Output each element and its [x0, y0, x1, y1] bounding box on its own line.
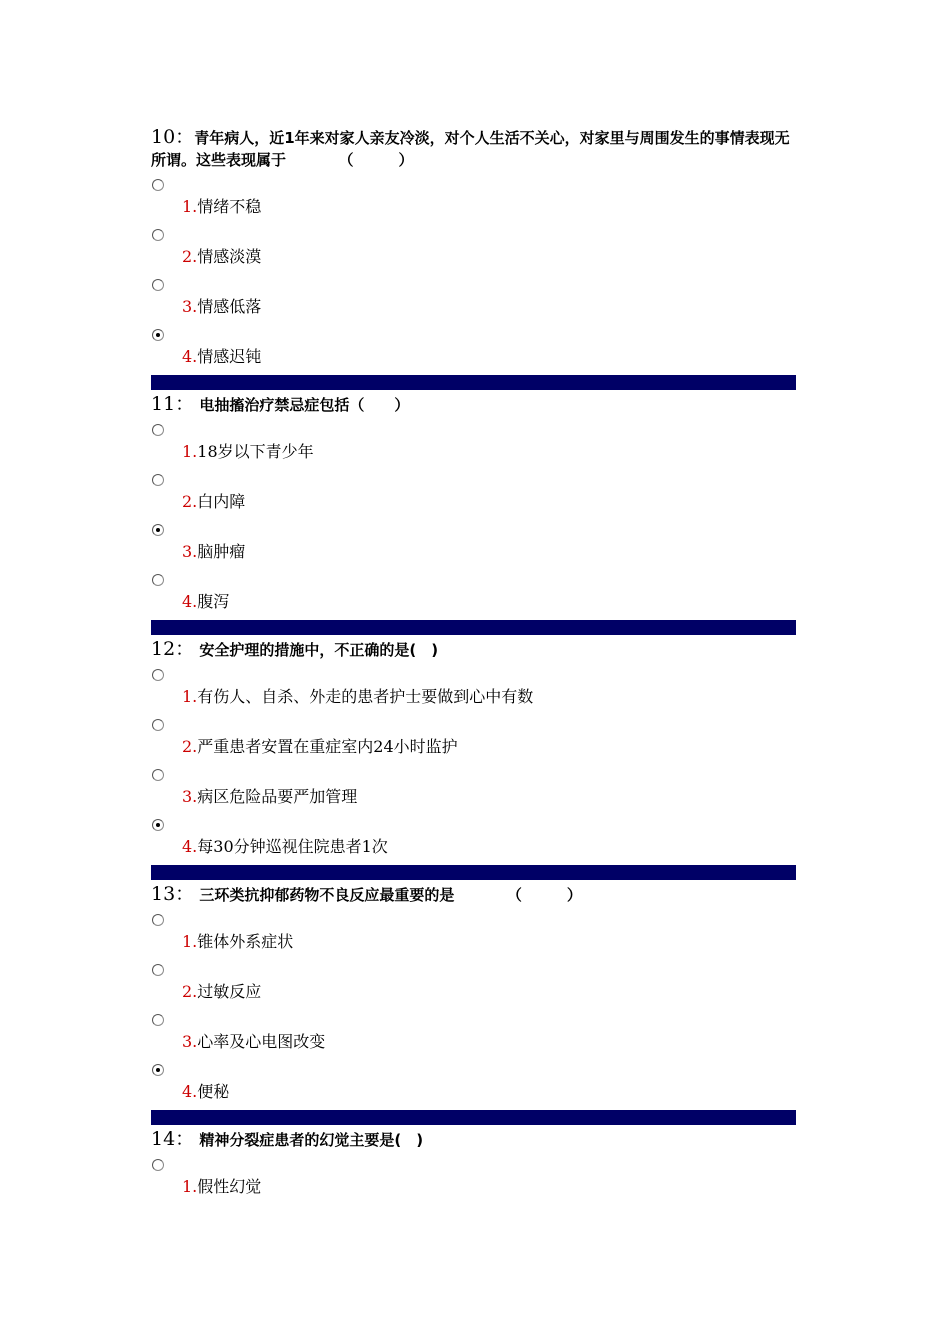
- radio-button[interactable]: [152, 719, 164, 731]
- question-divider: [151, 865, 796, 880]
- radio-button[interactable]: [152, 769, 164, 781]
- radio-button[interactable]: [152, 524, 164, 536]
- option-number: 2.: [182, 492, 198, 511]
- question-10: [151, 126, 796, 371]
- option-number: 1.: [182, 197, 198, 216]
- question-14: [151, 1128, 796, 1201]
- question-12: [151, 638, 796, 861]
- option-4[interactable]: [151, 811, 796, 861]
- option-label: 18岁以下青少年: [197, 442, 314, 461]
- option-number: 1.: [182, 932, 198, 951]
- option-number: 2.: [182, 737, 198, 756]
- option-label: 严重患者安置在重症室内24小时监护: [197, 737, 458, 756]
- option-label: 腹泻: [197, 592, 230, 611]
- option-number: 4.: [182, 347, 198, 366]
- radio-button[interactable]: [152, 669, 164, 681]
- option-label: 脑肿瘤: [197, 542, 246, 561]
- option-number: 4.: [182, 1082, 198, 1101]
- option-3[interactable]: [151, 1006, 796, 1056]
- question-divider: [151, 620, 796, 635]
- option-2[interactable]: [151, 711, 796, 761]
- question-text: 三环类抗抑郁药物不良反应最重要的是 （ ）: [194, 886, 582, 904]
- question-number: 12：: [151, 638, 195, 660]
- option-label: 有伤人、自杀、外走的患者护士要做到心中有数: [197, 687, 534, 706]
- question-text: 青年病人，近1年来对家人亲友冷淡，对个人生活不关心，对家里与周围发生的事情表现无所谓。这些表现属于 （ ）: [151, 129, 790, 169]
- option-1[interactable]: [151, 1151, 796, 1201]
- option-number: 4.: [182, 592, 198, 611]
- option-number: 1.: [182, 687, 198, 706]
- radio-button[interactable]: [152, 1064, 164, 1076]
- question-title: [151, 638, 796, 661]
- question-title: [151, 883, 796, 906]
- option-3[interactable]: [151, 516, 796, 566]
- radio-button[interactable]: [152, 474, 164, 486]
- question-title: [151, 126, 796, 171]
- radio-button[interactable]: [152, 574, 164, 586]
- option-1[interactable]: [151, 906, 796, 956]
- option-label: 过敏反应: [197, 982, 262, 1001]
- option-number: 3.: [182, 787, 198, 806]
- quiz-page: [151, 126, 796, 1201]
- question-13: [151, 883, 796, 1106]
- question-number: 10：: [151, 126, 195, 148]
- option-1[interactable]: [151, 416, 796, 466]
- radio-button[interactable]: [152, 179, 164, 191]
- option-number: 3.: [182, 1032, 198, 1051]
- option-label: 便秘: [197, 1082, 230, 1101]
- option-number: 4.: [182, 837, 198, 856]
- option-number: 3.: [182, 542, 198, 561]
- option-2[interactable]: [151, 466, 796, 516]
- option-1[interactable]: [151, 661, 796, 711]
- option-label: 病区危险品要严加管理: [197, 787, 358, 806]
- option-label: 情感迟钝: [197, 347, 262, 366]
- option-label: 心率及心电图改变: [197, 1032, 326, 1051]
- radio-button[interactable]: [152, 229, 164, 241]
- option-label: 情感低落: [197, 297, 262, 316]
- option-3[interactable]: [151, 761, 796, 811]
- question-text: 精神分裂症患者的幻觉主要是( ): [194, 1131, 424, 1149]
- question-11: [151, 393, 796, 616]
- option-2[interactable]: [151, 221, 796, 271]
- radio-button[interactable]: [152, 1014, 164, 1026]
- option-number: 3.: [182, 297, 198, 316]
- radio-button[interactable]: [152, 914, 164, 926]
- radio-button[interactable]: [152, 819, 164, 831]
- option-label: 白内障: [197, 492, 246, 511]
- option-4[interactable]: [151, 1056, 796, 1106]
- option-1[interactable]: [151, 171, 796, 221]
- option-label: 锥体外系症状: [197, 932, 294, 951]
- option-4[interactable]: [151, 566, 796, 616]
- option-label: 情感淡漠: [197, 247, 262, 266]
- option-4[interactable]: [151, 321, 796, 371]
- option-label: 每30分钟巡视住院患者1次: [197, 837, 388, 856]
- option-label: 假性幻觉: [197, 1177, 262, 1196]
- question-text: 安全护理的措施中，不正确的是( ): [194, 641, 439, 659]
- radio-button[interactable]: [152, 424, 164, 436]
- option-number: 1.: [182, 1177, 198, 1196]
- option-label: 情绪不稳: [197, 197, 262, 216]
- radio-button[interactable]: [152, 964, 164, 976]
- question-number: 11：: [151, 393, 195, 415]
- option-2[interactable]: [151, 956, 796, 1006]
- option-3[interactable]: [151, 271, 796, 321]
- question-text: 电抽搐治疗禁忌症包括（ ）: [194, 396, 410, 414]
- radio-button[interactable]: [152, 279, 164, 291]
- question-number: 13：: [151, 883, 195, 905]
- question-divider: [151, 1110, 796, 1125]
- question-divider: [151, 375, 796, 390]
- question-number: 14：: [151, 1128, 195, 1150]
- question-title: [151, 393, 796, 416]
- question-title: [151, 1128, 796, 1151]
- option-number: 2.: [182, 982, 198, 1001]
- option-number: 1.: [182, 442, 198, 461]
- radio-button[interactable]: [152, 1159, 164, 1171]
- radio-button[interactable]: [152, 329, 164, 341]
- option-number: 2.: [182, 247, 198, 266]
